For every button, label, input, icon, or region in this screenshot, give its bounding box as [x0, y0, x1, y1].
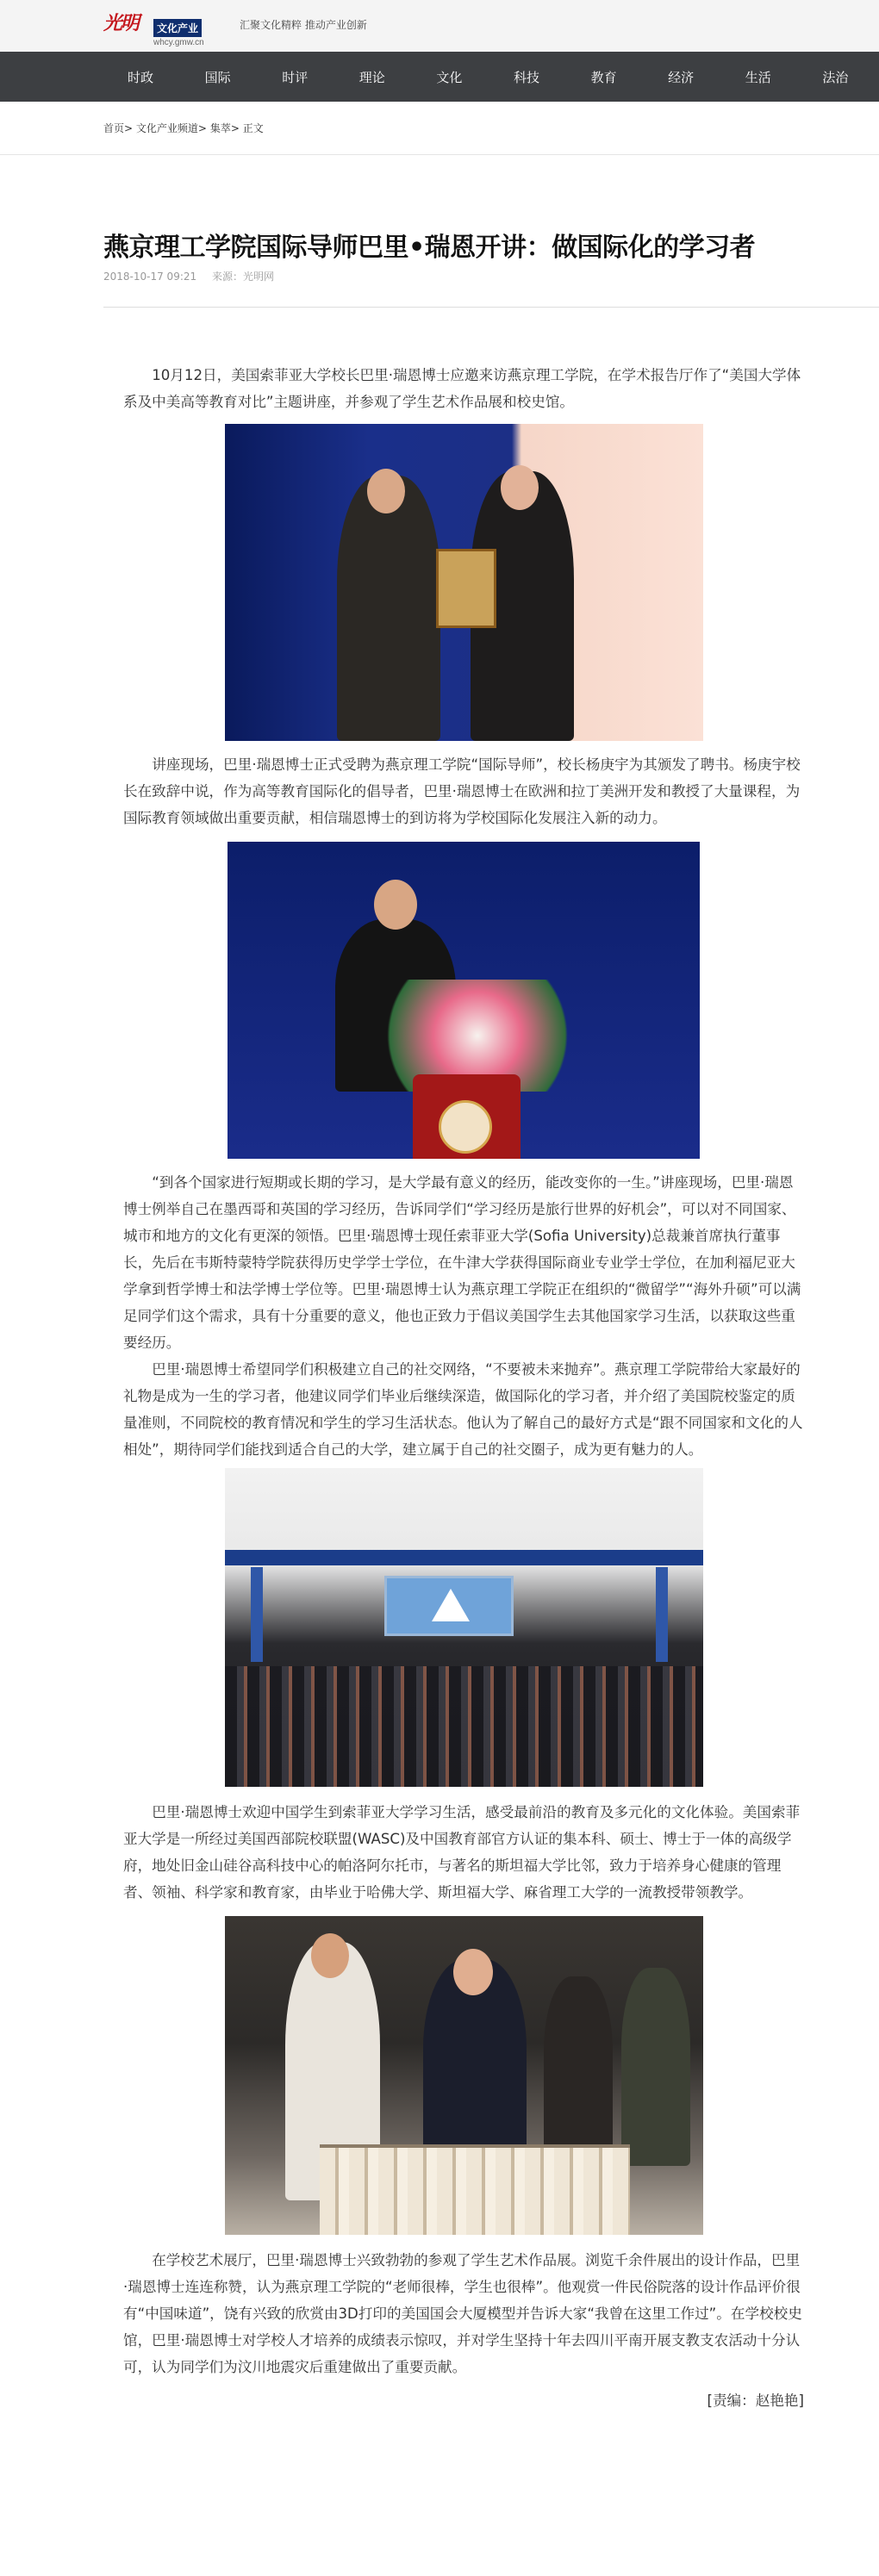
article-paragraph: 巴里·瑞恩博士欢迎中国学生到索菲亚大学学习生活，感受最前沿的教育及多元化的文化体验。美国索菲亚大学是一所经过美国西部院校联盟(WASC)及中国教育部官方认证的集本科、硕士、博士于一体的高级学府，地处旧金山硅谷高科技中心的帕洛阿尔托市，与著名的斯坦福大学比邻，致力于培养身心健康的管理者、领袖、科学家和教育家，由毕业于哈佛大学、斯坦福大学、麻省理工大学的一流教授带领教学。: [123, 1804, 801, 1901]
article-meta: [103, 269, 286, 283]
article-paragraph: “到各个国家进行短期或长期的学习，是大学最有意义的经历，能改变你的一生。”讲座现场，巴里·瑞恩博士例举自己在墨西哥和英国的学习经历，告诉同学们“学习经历是旅行世界的好机会”，可以对不同国家、城市和地方的文化有更深的领悟。巴里·瑞恩博士现任索菲亚大学(Sofia University)总裁兼首席执行董事长，先后在韦斯特蒙特学院获得历史学学士学位，在牛津大学获得国际商业专业学士学位，在加利福尼亚大学拿到哲学博士和法学博士学位等。巴里·瑞恩博士认为燕京理工学院正在组织的“微留学”“海外升硕”可以满足同学们这个需求，具有十分重要的意义，他也正致力于倡议美国学生去其他国家学习生活，以获取这些重要经历。: [123, 1174, 801, 1351]
logo-box: 文化产业: [153, 19, 202, 37]
photo-certificate-ceremony: [225, 424, 703, 741]
nav-item-wenhua[interactable]: 文化: [436, 69, 463, 85]
nav-item-shiping[interactable]: 时评: [282, 69, 309, 85]
editor-credit: [责编：赵艳艳]: [707, 2392, 804, 2409]
nav-item-shizheng[interactable]: 时政: [128, 69, 154, 85]
top-bar: [0, 0, 879, 52]
article-paragraph: 讲座现场，巴里·瑞恩博士正式受聘为燕京理工学院“国际导师”，校长杨庚宇为其颁发了聘书。杨庚宇校长在致辞中说，作为高等教育国际化的倡导者，巴里·瑞恩博士在欧洲和拉丁美洲开发和教授了大量课程，为国际教育领域做出重要贡献，相信瑞恩博士的到访将为学校国际化发展注入新的动力。: [123, 756, 801, 826]
main-nav: [0, 52, 879, 102]
title-divider: [103, 307, 879, 308]
nav-item-jingji[interactable]: 经济: [668, 69, 695, 85]
nav-item-shenghuo[interactable]: 生活: [745, 69, 771, 85]
breadcrumb-separator: >: [124, 121, 134, 134]
photo-speech-podium: [228, 842, 700, 1159]
breadcrumb-home[interactable]: 首页: [103, 122, 125, 134]
logo-script: 光明: [103, 12, 139, 34]
photo-lecture-hall: [225, 1468, 703, 1787]
breadcrumb-channel[interactable]: 文化产业频道: [135, 122, 198, 134]
breadcrumb-separator: >: [230, 121, 240, 134]
breadcrumb-section[interactable]: 集萃: [209, 122, 231, 134]
nav-item-keji[interactable]: 科技: [513, 69, 539, 85]
nav-item-jiaoyu[interactable]: 教育: [590, 69, 617, 85]
breadcrumb: [0, 102, 879, 155]
logo-url: whcy.gmw.cn: [153, 38, 204, 47]
article-title: 燕京理工学院国际导师巴里•瑞恩开讲：做国际化的学习者: [103, 233, 756, 263]
photo-art-exhibition: [225, 1916, 703, 2235]
article-paragraph: 在学校艺术展厅，巴里·瑞恩博士兴致勃勃的参观了学生艺术作品展。浏览千余件展出的设计作品，巴里·瑞恩博士连连称赞，认为燕京理工学院的“老师很棒，学生也很棒”。他观赏一件民俗院落的设计作品评价很有“中国味道”，饶有兴致的欣赏由3D打印的美国国会大厦模型并告诉大家“我曾在这里工作过”。在学校校史馆，巴里·瑞恩博士对学校人才培养的成绩表示惊叹，并对学生坚持十年去四川平南开展支教支农活动十分认可，认为同学们为汶川地震灾后重建做出了重要贡献。: [123, 2252, 802, 2375]
article-body: [123, 362, 804, 2414]
breadcrumb-current: 正文: [242, 122, 264, 134]
nav-item-fazhi[interactable]: 法治: [822, 69, 849, 85]
breadcrumb-separator: >: [197, 121, 207, 134]
nav-item-guoji[interactable]: 国际: [204, 69, 231, 85]
site-slogan: 汇聚文化精粹 推动产业创新: [240, 19, 367, 31]
site-logo[interactable]: [103, 9, 224, 48]
article-paragraph: 巴里·瑞恩博士希望同学们积极建立自己的社交网络，“不要被未来抛弃”。燕京理工学院带给大家最好的礼物是成为一生的学习者，他建议同学们毕业后继续深造，做国际化的学习者，并介绍了美国院校鉴定的质量准则，不同院校的教育情况和学生的学习生活状态。他认为了解自己的最好方式是“跟不同国家和文化的人相处”，期待同学们能找到适合自己的大学，建立属于自己的社交圈子，成为更有魅力的人。: [123, 1361, 803, 1458]
article-date: 2018-10-17 09:21: [103, 271, 197, 283]
nav-item-lilun[interactable]: 理论: [358, 69, 385, 85]
article-paragraph: 10月12日，美国索菲亚大学校长巴里·瑞恩博士应邀来访燕京理工学院，在学术报告厅作了“美国大学体系及中美高等教育对比”主题讲座，并参观了学生艺术作品展和校史馆。: [123, 367, 801, 410]
article-source: 来源：光明网: [211, 271, 274, 283]
